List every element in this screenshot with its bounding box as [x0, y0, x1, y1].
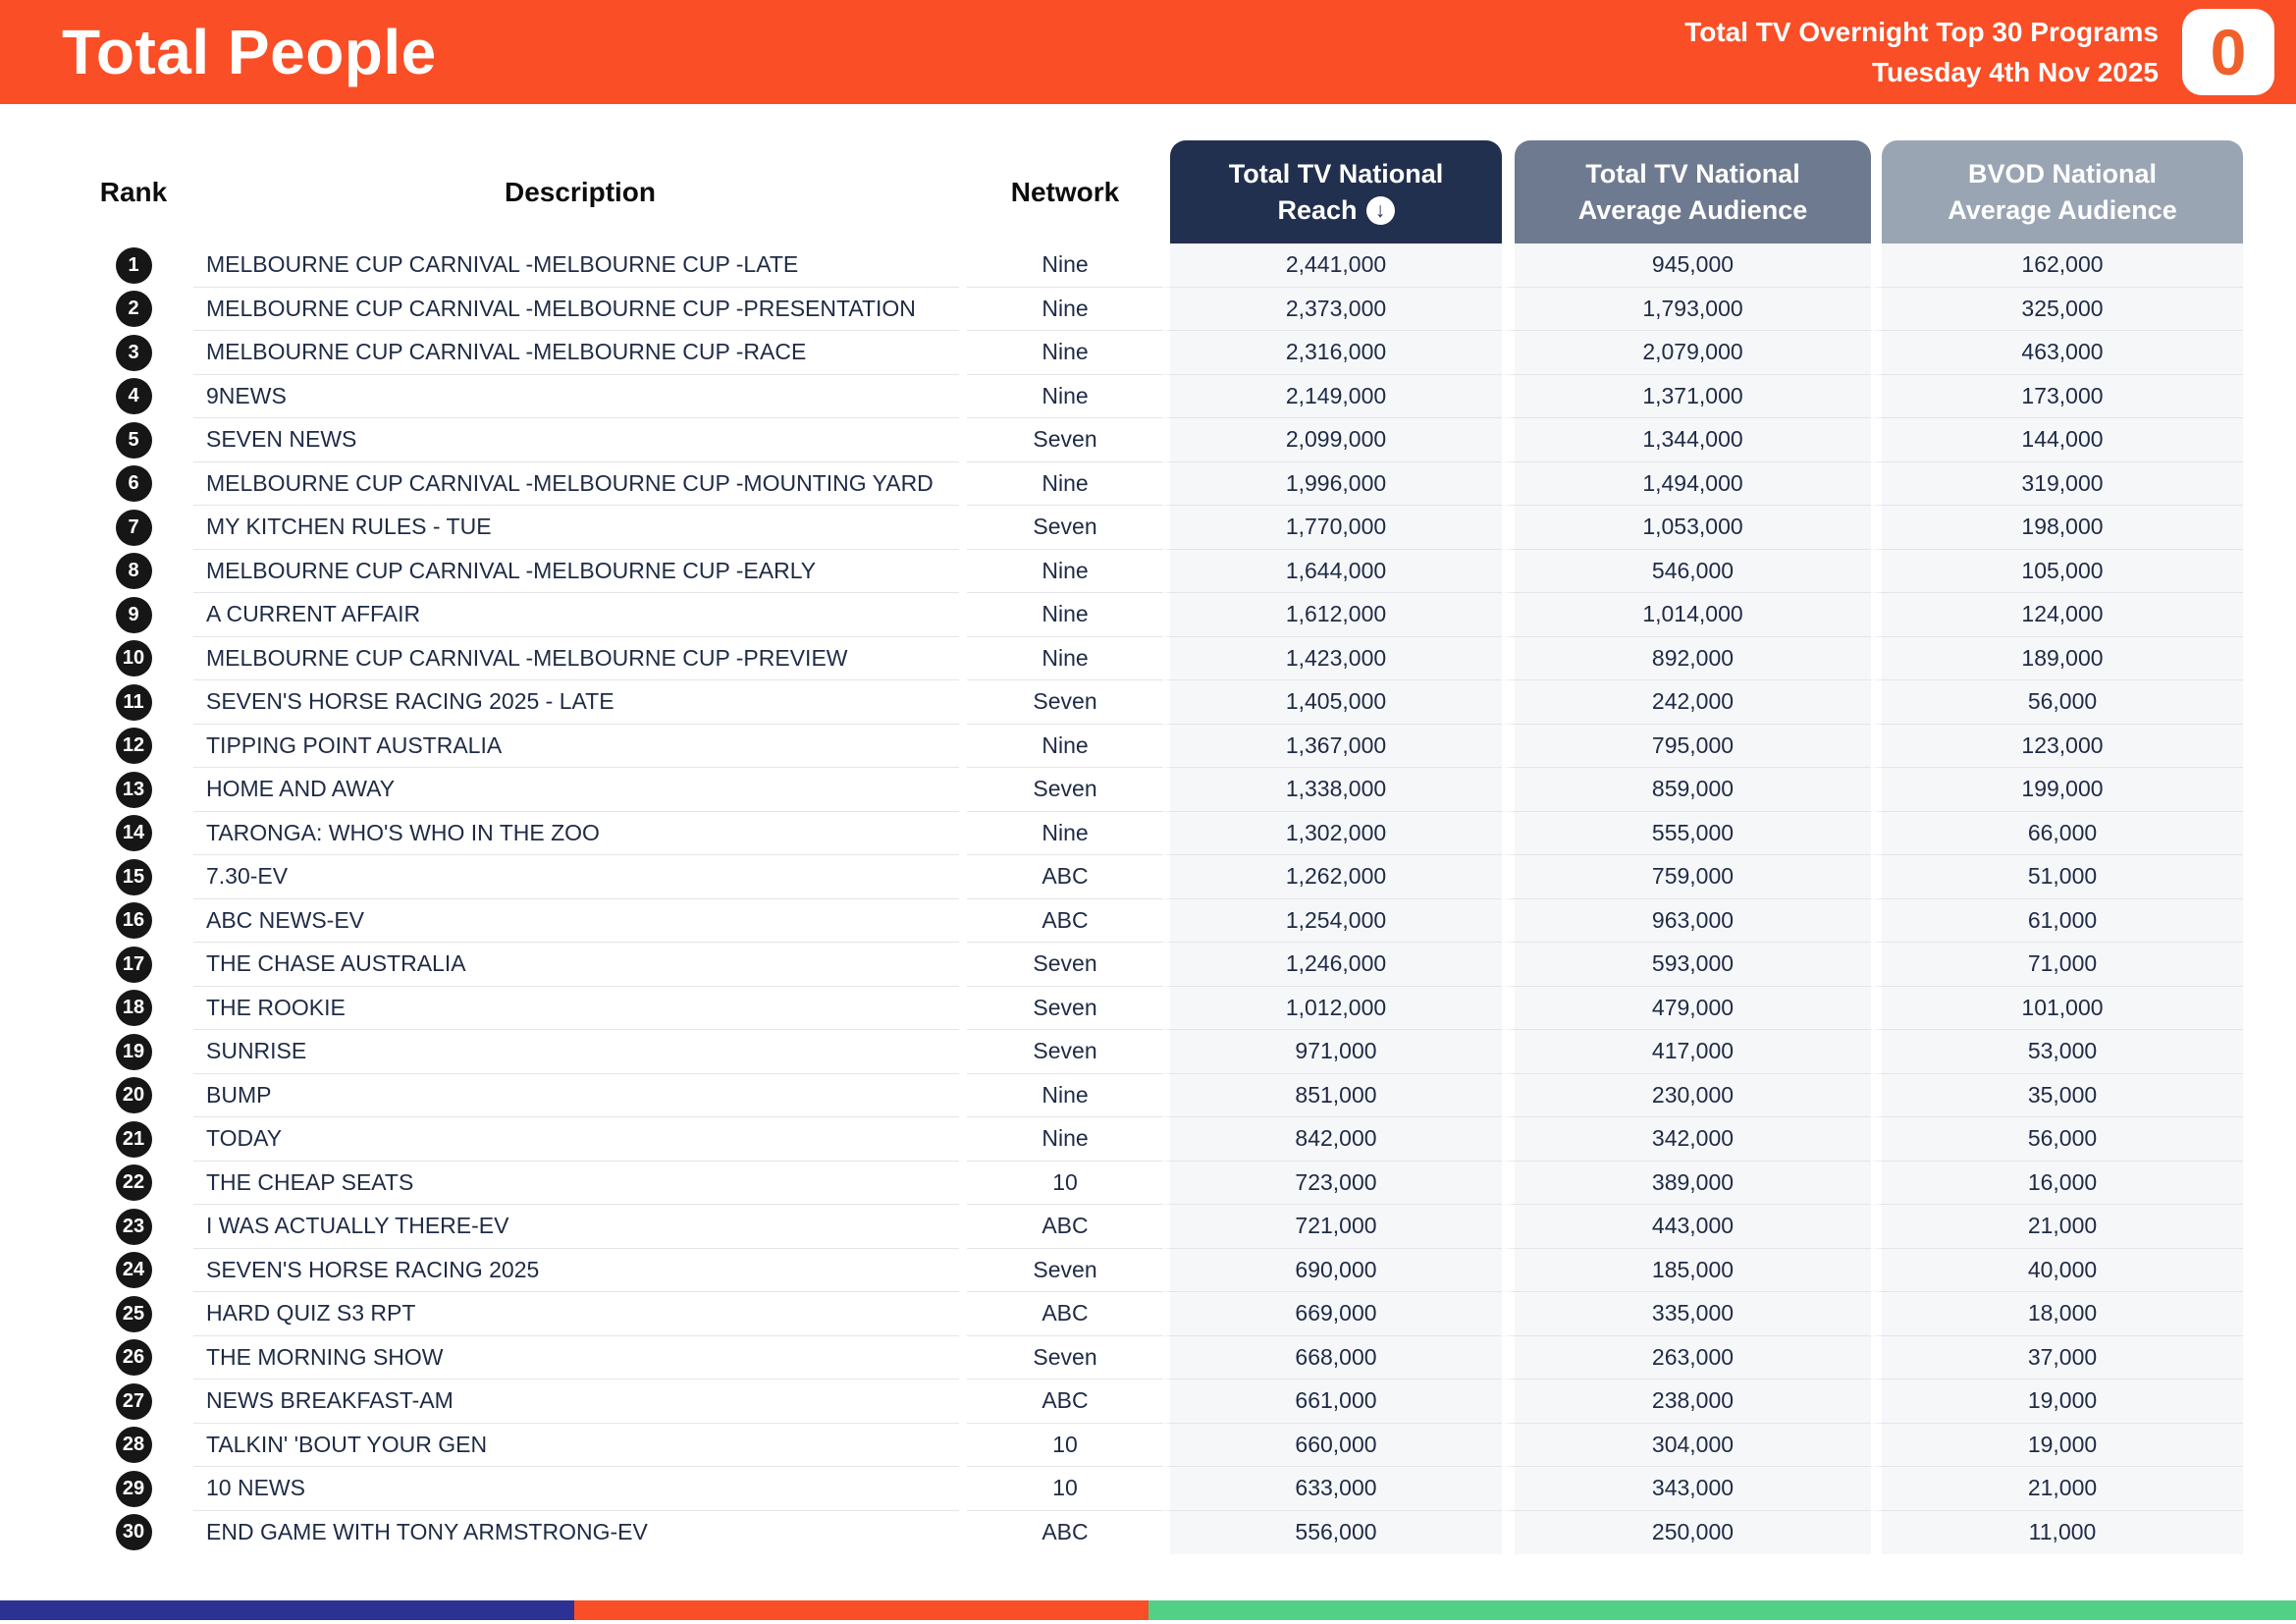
bvod-audience-value: 144,000	[1871, 418, 2243, 462]
rank-cell	[74, 375, 193, 419]
program-description: MELBOURNE CUP CARNIVAL -MELBOURNE CUP -EARLY	[193, 550, 959, 594]
avg-audience-value: 185,000	[1502, 1249, 1871, 1293]
program-description: MELBOURNE CUP CARNIVAL -MELBOURNE CUP -LATE	[193, 244, 959, 288]
table-row	[74, 1117, 2296, 1162]
reach-value: 1,367,000	[1163, 725, 1502, 769]
table-row	[74, 768, 2296, 812]
column-header-network: Network	[1010, 176, 1120, 207]
rank-cell	[74, 943, 193, 987]
rank-cell	[74, 1336, 193, 1380]
sort-descending-icon[interactable]: ↓	[1366, 196, 1395, 225]
rank-badge: 7	[116, 510, 152, 546]
rank-badge: 19	[116, 1034, 152, 1070]
table-row	[74, 987, 2296, 1031]
rank-cell	[74, 899, 193, 944]
rank-badge: 18	[116, 990, 152, 1026]
rank-badge: 4	[116, 378, 152, 414]
program-description: END GAME WITH TONY ARMSTRONG-EV	[206, 1519, 648, 1545]
rank-cell	[74, 987, 193, 1031]
rank-cell	[74, 1511, 193, 1555]
rank-cell	[74, 725, 193, 769]
report-subtitle	[1684, 12, 2159, 92]
avg-audience-value: 1,053,000	[1502, 506, 1871, 550]
reach-value: 723,000	[1163, 1162, 1502, 1206]
program-description: TALKIN' 'BOUT YOUR GEN	[193, 1424, 959, 1468]
bvod-header-line1: BVOD National	[1967, 158, 2158, 189]
avg-audience-value: 795,000	[1502, 725, 1871, 769]
program-description: TODAY	[193, 1117, 959, 1162]
column-header-reach-cell	[1163, 140, 1502, 244]
rank-cell	[74, 418, 193, 462]
rank-cell	[74, 331, 193, 375]
network-name: 10	[967, 1162, 1163, 1206]
bvod-audience-value: 40,000	[1871, 1249, 2243, 1293]
column-header-description: Description	[504, 176, 657, 207]
rank-cell	[74, 1205, 193, 1249]
network-name: Nine	[967, 637, 1163, 681]
rank-badge: 25	[116, 1296, 152, 1332]
network-name: ABC	[967, 1205, 1163, 1249]
bvod-audience-value: 101,000	[1871, 987, 2243, 1031]
avg-audience-value: 1,371,000	[1502, 375, 1871, 419]
network-name: Nine	[967, 331, 1163, 375]
program-description: HOME AND AWAY	[193, 768, 959, 812]
footer-segment-green	[1148, 1600, 2296, 1620]
program-description: A CURRENT AFFAIR	[193, 593, 959, 637]
reach-value: 1,246,000	[1163, 943, 1502, 987]
table-row	[74, 637, 2296, 681]
rank-badge: 1	[116, 247, 152, 284]
footer-color-bar	[0, 1600, 2296, 1620]
reach-value: 2,441,000	[1163, 244, 1502, 288]
rank-badge: 3	[116, 335, 152, 371]
bvod-audience-value: 463,000	[1871, 331, 2243, 375]
bvod-audience-value: 173,000	[1871, 375, 2243, 419]
bvod-audience-value: 319,000	[1871, 462, 2243, 507]
program-description: I WAS ACTUALLY THERE-EV	[193, 1205, 959, 1249]
rank-cell	[74, 593, 193, 637]
bvod-audience-value: 66,000	[1871, 812, 2243, 856]
table-header	[0, 140, 2296, 244]
program-description: THE MORNING SHOW	[193, 1336, 959, 1380]
reach-value: 1,254,000	[1163, 899, 1502, 944]
rank-badge: 20	[116, 1077, 152, 1113]
network-name: Seven	[967, 943, 1163, 987]
rank-cell	[74, 812, 193, 856]
network-name: Nine	[967, 1117, 1163, 1162]
rank-badge: 17	[116, 947, 152, 983]
bvod-audience-value: 56,000	[1871, 680, 2243, 725]
network-name: Seven	[967, 418, 1163, 462]
top-banner	[0, 0, 2296, 104]
reach-value: 660,000	[1163, 1424, 1502, 1468]
network-name: Nine	[967, 375, 1163, 419]
rank-cell	[74, 506, 193, 550]
avg-audience-value: 1,494,000	[1502, 462, 1871, 507]
table-row	[74, 1074, 2296, 1118]
bvod-audience-value: 325,000	[1871, 288, 2243, 332]
rank-badge: 24	[116, 1252, 152, 1288]
rank-badge: 2	[116, 291, 152, 327]
reach-value: 1,996,000	[1163, 462, 1502, 507]
network-name: Seven	[967, 680, 1163, 725]
reach-value: 971,000	[1163, 1030, 1502, 1074]
rank-cell	[74, 768, 193, 812]
table-row	[74, 855, 2296, 899]
bvod-audience-value: 189,000	[1871, 637, 2243, 681]
program-description: MELBOURNE CUP CARNIVAL -MELBOURNE CUP -RACE	[193, 331, 959, 375]
bvod-audience-value: 123,000	[1871, 725, 2243, 769]
column-header-rank: Rank	[99, 176, 168, 207]
page-title: Total People	[62, 17, 437, 87]
rank-badge: 10	[116, 640, 152, 677]
reach-value: 842,000	[1163, 1117, 1502, 1162]
column-header-avg-audience[interactable]	[1515, 140, 1871, 244]
reach-header-line2: Reach	[1277, 194, 1358, 225]
avg-audience-value: 759,000	[1502, 855, 1871, 899]
table-row	[74, 1511, 2296, 1555]
table-row	[74, 680, 2296, 725]
network-name: Seven	[967, 987, 1163, 1031]
bvod-audience-value: 61,000	[1871, 899, 2243, 944]
report-date: Tuesday 4th Nov 2025	[1871, 57, 2159, 87]
network-name: Nine	[967, 725, 1163, 769]
table-row	[74, 462, 2296, 507]
program-description: BUMP	[193, 1074, 959, 1118]
program-description: TARONGA: WHO'S WHO IN THE ZOO	[193, 812, 959, 856]
network-name: Nine	[967, 288, 1163, 332]
avg-audience-value: 389,000	[1502, 1162, 1871, 1206]
avg-audience-value: 250,000	[1502, 1511, 1871, 1555]
rank-cell	[74, 288, 193, 332]
program-description: MELBOURNE CUP CARNIVAL -MELBOURNE CUP -MOUNTING YARD	[193, 462, 959, 507]
bvod-audience-value: 124,000	[1871, 593, 2243, 637]
network-name: Seven	[967, 506, 1163, 550]
program-description: ABC NEWS-EV	[193, 899, 959, 944]
rank-badge: 29	[116, 1471, 152, 1507]
rank-cell	[74, 1292, 193, 1336]
avg-audience-value: 238,000	[1502, 1380, 1871, 1424]
table-row	[74, 1424, 2296, 1468]
avg-audience-value: 593,000	[1502, 943, 1871, 987]
table-row	[74, 375, 2296, 419]
table-row	[74, 1336, 2296, 1380]
table-row	[74, 943, 2296, 987]
network-name: ABC	[967, 855, 1163, 899]
reach-value: 851,000	[1163, 1074, 1502, 1118]
rank-badge: 12	[116, 728, 152, 764]
table-row	[74, 1162, 2296, 1206]
network-name: Nine	[967, 812, 1163, 856]
rank-cell	[74, 244, 193, 288]
avg-audience-value: 859,000	[1502, 768, 1871, 812]
table-row	[74, 1292, 2296, 1336]
program-description: MELBOURNE CUP CARNIVAL -MELBOURNE CUP -PRESENTATION	[193, 288, 959, 332]
reach-value: 668,000	[1163, 1336, 1502, 1380]
rank-badge: 15	[116, 859, 152, 895]
network-name: ABC	[967, 899, 1163, 944]
bvod-audience-value: 37,000	[1871, 1336, 2243, 1380]
report-title: Total TV Overnight Top 30 Programs	[1684, 17, 2159, 47]
network-name: Seven	[967, 1249, 1163, 1293]
avg-header-line1: Total TV National	[1585, 158, 1800, 189]
avg-audience-value: 343,000	[1502, 1467, 1871, 1511]
avg-audience-value: 2,079,000	[1502, 331, 1871, 375]
rank-cell	[74, 1467, 193, 1511]
avg-audience-value: 242,000	[1502, 680, 1871, 725]
program-description: THE ROOKIE	[193, 987, 959, 1031]
network-name: Nine	[967, 593, 1163, 637]
program-description: 9NEWS	[193, 375, 959, 419]
avg-audience-value: 263,000	[1502, 1336, 1871, 1380]
column-header-bvod-audience[interactable]	[1882, 140, 2243, 244]
table-row	[74, 244, 2296, 288]
avg-audience-value: 443,000	[1502, 1205, 1871, 1249]
table-row	[74, 1249, 2296, 1293]
avg-audience-value: 304,000	[1502, 1424, 1871, 1468]
program-description: NEWS BREAKFAST-AM	[193, 1380, 959, 1424]
avg-audience-value: 417,000	[1502, 1030, 1871, 1074]
rank-badge: 27	[116, 1383, 152, 1420]
rank-badge: 13	[116, 772, 152, 808]
network-name: Nine	[967, 244, 1163, 288]
bvod-audience-value: 71,000	[1871, 943, 2243, 987]
avg-audience-value: 892,000	[1502, 637, 1871, 681]
reach-value: 2,099,000	[1163, 418, 1502, 462]
table-row	[74, 1467, 2296, 1511]
rank-badge: 30	[116, 1514, 152, 1550]
rank-badge: 22	[116, 1164, 152, 1201]
network-name: Seven	[967, 1030, 1163, 1074]
rank-cell	[74, 680, 193, 725]
network-name: Nine	[967, 462, 1163, 507]
reach-value: 690,000	[1163, 1249, 1502, 1293]
bvod-audience-value: 162,000	[1871, 244, 2243, 288]
program-description: 10 NEWS	[193, 1467, 959, 1511]
rank-badge: 9	[116, 597, 152, 633]
table-row	[74, 550, 2296, 594]
table-body	[0, 244, 2296, 1554]
table-row	[74, 331, 2296, 375]
network-name: Nine	[967, 1074, 1163, 1118]
column-header-bvod-cell	[1871, 140, 2243, 244]
reach-value: 2,373,000	[1163, 288, 1502, 332]
avg-audience-value: 963,000	[1502, 899, 1871, 944]
bvod-audience-value: 198,000	[1871, 506, 2243, 550]
bvod-audience-value: 56,000	[1871, 1117, 2243, 1162]
avg-audience-value: 546,000	[1502, 550, 1871, 594]
avg-audience-value: 1,793,000	[1502, 288, 1871, 332]
rank-cell	[74, 1249, 193, 1293]
network-name: Seven	[967, 768, 1163, 812]
program-description: TIPPING POINT AUSTRALIA	[193, 725, 959, 769]
bvod-audience-value: 16,000	[1871, 1162, 2243, 1206]
column-header-avg-cell	[1502, 140, 1871, 244]
reach-value: 1,262,000	[1163, 855, 1502, 899]
program-description: HARD QUIZ S3 RPT	[193, 1292, 959, 1336]
avg-audience-value: 1,344,000	[1502, 418, 1871, 462]
reach-value: 1,423,000	[1163, 637, 1502, 681]
network-name: 10	[967, 1424, 1163, 1468]
program-description: SEVEN'S HORSE RACING 2025 - LATE	[193, 680, 959, 725]
program-description: SUNRISE	[193, 1030, 959, 1074]
reach-value: 1,644,000	[1163, 550, 1502, 594]
table-row	[74, 418, 2296, 462]
avg-audience-value: 230,000	[1502, 1074, 1871, 1118]
table-row	[74, 812, 2296, 856]
reach-value: 721,000	[1163, 1205, 1502, 1249]
avg-audience-value: 555,000	[1502, 812, 1871, 856]
rank-cell	[74, 637, 193, 681]
network-name: ABC	[967, 1380, 1163, 1424]
network-name: Nine	[967, 550, 1163, 594]
reach-value: 661,000	[1163, 1380, 1502, 1424]
rank-cell	[74, 462, 193, 507]
reach-value: 1,612,000	[1163, 593, 1502, 637]
bvod-audience-value: 51,000	[1871, 855, 2243, 899]
table-row	[74, 288, 2296, 332]
reach-value: 1,012,000	[1163, 987, 1502, 1031]
rank-badge: 21	[116, 1121, 152, 1158]
rank-cell	[74, 1162, 193, 1206]
oztam-logo-zero: 0	[2210, 16, 2247, 88]
bvod-audience-value: 53,000	[1871, 1030, 2243, 1074]
table-row	[74, 1380, 2296, 1424]
rank-cell	[74, 550, 193, 594]
table-row	[74, 725, 2296, 769]
bvod-audience-value: 21,000	[1871, 1205, 2243, 1249]
bvod-audience-value: 18,000	[1871, 1292, 2243, 1336]
table-row	[74, 593, 2296, 637]
table-row	[74, 899, 2296, 944]
avg-audience-value: 342,000	[1502, 1117, 1871, 1162]
program-description: SEVEN NEWS	[193, 418, 959, 462]
rank-cell	[74, 1074, 193, 1118]
reach-value: 2,149,000	[1163, 375, 1502, 419]
oztam-logo	[2182, 9, 2274, 95]
reach-value: 1,338,000	[1163, 768, 1502, 812]
reach-value: 1,770,000	[1163, 506, 1502, 550]
bvod-audience-value: 19,000	[1871, 1380, 2243, 1424]
bvod-audience-value: 35,000	[1871, 1074, 2243, 1118]
rank-badge: 6	[116, 465, 152, 502]
table-row	[74, 1205, 2296, 1249]
rank-badge: 16	[116, 902, 152, 939]
rank-cell	[74, 1117, 193, 1162]
program-description: MY KITCHEN RULES - TUE	[193, 506, 959, 550]
footer-segment-blue	[0, 1600, 574, 1620]
footer-segment-orange	[574, 1600, 1148, 1620]
avg-audience-value: 479,000	[1502, 987, 1871, 1031]
column-header-reach[interactable]	[1170, 140, 1502, 244]
program-description: THE CHEAP SEATS	[193, 1162, 959, 1206]
rank-badge: 26	[116, 1339, 152, 1376]
reach-value: 2,316,000	[1163, 331, 1502, 375]
reach-value: 633,000	[1163, 1467, 1502, 1511]
table-row	[74, 506, 2296, 550]
rank-badge: 14	[116, 815, 152, 851]
program-description: SEVEN'S HORSE RACING 2025	[193, 1249, 959, 1293]
table-row	[74, 1030, 2296, 1074]
bvod-header-line2: Average Audience	[1948, 194, 2177, 225]
reach-value: 1,302,000	[1163, 812, 1502, 856]
reach-value: 556,000	[1163, 1511, 1502, 1555]
program-description: 7.30-EV	[193, 855, 959, 899]
avg-audience-value: 335,000	[1502, 1292, 1871, 1336]
reach-header-line1: Total TV National	[1228, 158, 1444, 189]
network-name: 10	[967, 1467, 1163, 1511]
avg-audience-value: 945,000	[1502, 244, 1871, 288]
rank-cell	[74, 1030, 193, 1074]
rank-cell	[74, 1380, 193, 1424]
rank-cell	[74, 1424, 193, 1468]
network-name: ABC	[1041, 1519, 1089, 1545]
rank-badge: 8	[116, 553, 152, 589]
network-name: ABC	[967, 1292, 1163, 1336]
avg-header-line2: Average Audience	[1577, 194, 1808, 225]
rank-badge: 11	[116, 684, 152, 721]
bvod-audience-value: 19,000	[1871, 1424, 2243, 1468]
reach-value: 1,405,000	[1163, 680, 1502, 725]
program-description: MELBOURNE CUP CARNIVAL -MELBOURNE CUP -PREVIEW	[193, 637, 959, 681]
rank-cell	[74, 855, 193, 899]
bvod-audience-value: 105,000	[1871, 550, 2243, 594]
rank-badge: 23	[116, 1209, 152, 1245]
network-name: Seven	[967, 1336, 1163, 1380]
avg-audience-value: 1,014,000	[1502, 593, 1871, 637]
bvod-audience-value: 21,000	[1871, 1467, 2243, 1511]
reach-value: 669,000	[1163, 1292, 1502, 1336]
rank-badge: 28	[116, 1427, 152, 1463]
bvod-audience-value: 199,000	[1871, 768, 2243, 812]
rank-badge: 5	[116, 422, 152, 459]
bvod-audience-value: 11,000	[1871, 1511, 2243, 1555]
program-description: THE CHASE AUSTRALIA	[193, 943, 959, 987]
